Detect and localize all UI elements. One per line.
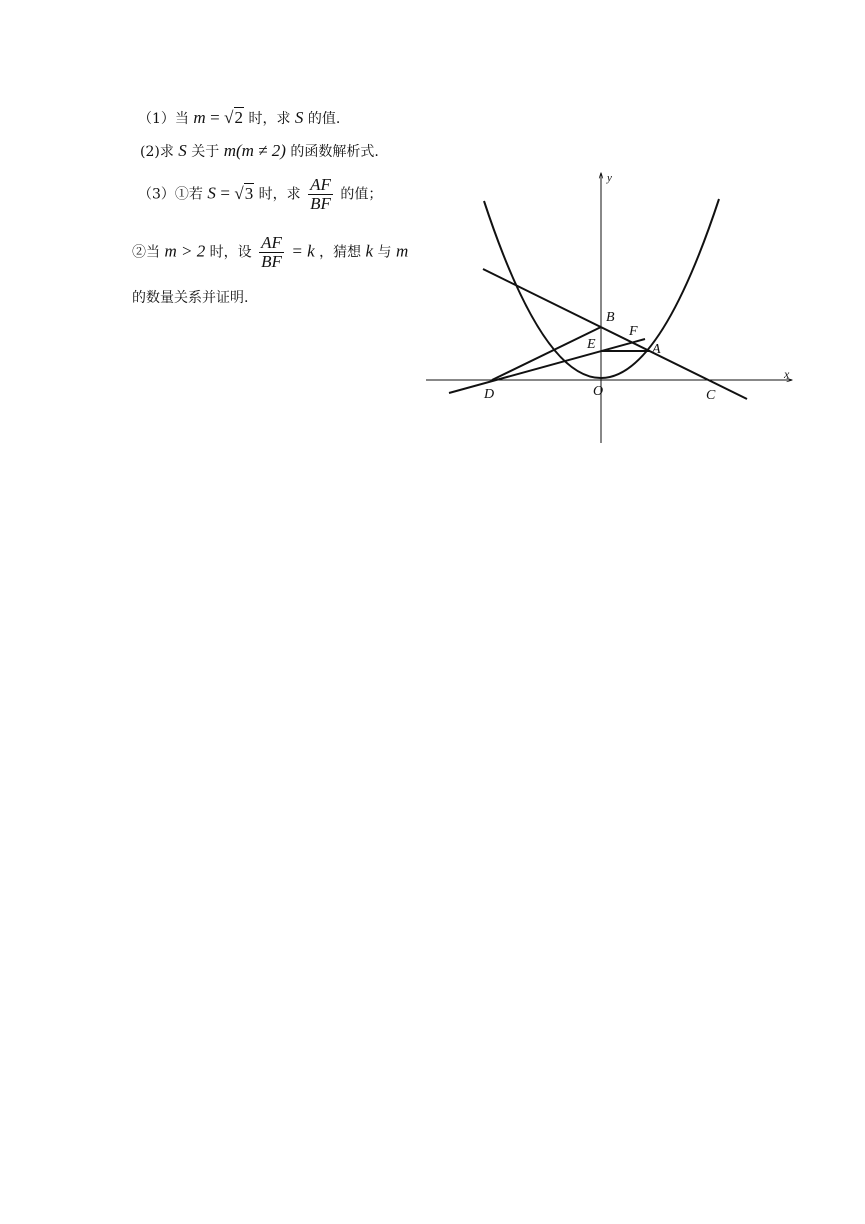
circled-one: ①: [174, 186, 189, 203]
expr-m: m(m ≠ 2): [223, 141, 286, 160]
part3-line: [138, 176, 382, 213]
part1-text-2: 时，求: [248, 111, 291, 127]
part3c-line: [132, 287, 248, 307]
part3b-text-2: 时，设: [209, 244, 252, 261]
geometry-figure: [420, 165, 800, 450]
part1-text-3: 的值.: [307, 111, 341, 127]
equals-sign: =: [220, 183, 230, 203]
condition-m: m > 2: [164, 241, 206, 261]
fraction-af-bf: [259, 234, 284, 271]
part3b-line: [132, 234, 408, 271]
fraction-denominator: BF: [261, 252, 282, 271]
part3b-text-3: ，猜想: [319, 244, 362, 261]
part2-label: (2): [140, 144, 160, 160]
part1-text-1: 当: [174, 111, 189, 127]
segment-db: [492, 327, 601, 380]
var-S: S: [178, 141, 187, 160]
var-m: m: [193, 108, 206, 127]
label-a: A: [652, 342, 661, 357]
var-m: m: [395, 241, 409, 261]
part1-line: [138, 108, 340, 128]
sqrt-arg: 3: [244, 183, 254, 203]
part1-label: （1）: [138, 111, 175, 127]
part3-label: （3）: [138, 186, 175, 203]
sqrt-arg: 2: [234, 108, 243, 127]
part2-text-3: 的函数解析式.: [290, 144, 379, 160]
part3-text-1: 若: [188, 186, 203, 203]
fraction-numerator: AF: [310, 175, 331, 194]
label-b: B: [606, 310, 615, 325]
label-x-axis: x: [784, 367, 790, 381]
label-c: C: [706, 388, 716, 403]
label-f: F: [629, 324, 638, 339]
part3b-text-4: 与: [377, 244, 392, 261]
circled-two: ②: [132, 244, 146, 261]
part3b-text-1: 当: [146, 244, 160, 261]
label-e: E: [587, 337, 596, 352]
label-origin: O: [593, 384, 604, 399]
label-y-axis: y: [607, 172, 612, 184]
var-S: S: [294, 108, 304, 127]
sqrt-2: √2: [224, 108, 243, 127]
sqrt-3: √3: [234, 183, 254, 203]
var-S: S: [207, 183, 216, 203]
part3-text-2: 时，求: [258, 186, 301, 203]
fraction-numerator: AF: [261, 233, 282, 252]
part2-text-1: 求: [159, 144, 174, 160]
part3c-text: 的数量关系并证明.: [132, 290, 249, 306]
part3-text-3: 的值；: [340, 186, 383, 203]
var-k: k: [365, 241, 374, 261]
fraction-denominator: BF: [310, 194, 331, 213]
part2-line: [140, 141, 379, 161]
fraction-af-bf: [308, 176, 333, 213]
line-df: [449, 339, 645, 393]
equals-sign: =: [210, 108, 220, 127]
label-d: D: [484, 387, 495, 402]
part2-text-2: 关于: [191, 144, 220, 160]
equals-k: = k: [291, 241, 315, 261]
